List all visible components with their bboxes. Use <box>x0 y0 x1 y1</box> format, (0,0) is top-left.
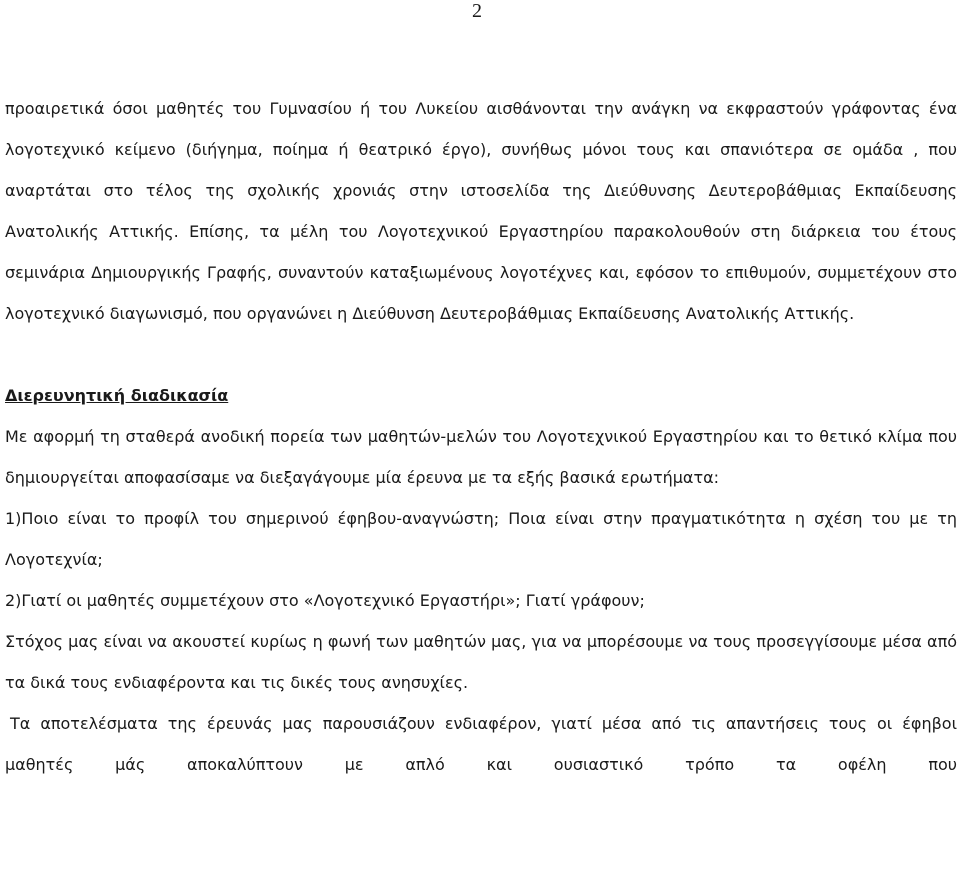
document-body <box>5 88 957 785</box>
question-2: 2)Γιατί οι μαθητές συμμετέχουν στο «Λογοτεχνικό Εργαστήρι»; Γιατί γράφουν; <box>5 591 645 610</box>
question-1: 1)Ποιο είναι το προφίλ του σημερινού έφηβου-αναγνώστη; Ποια είναι στην πραγματικότητα η σχέση του με τη Λογοτεχνία; <box>5 509 957 569</box>
research-intro-paragraph: Με αφορμή τη σταθερά ανοδική πορεία των μαθητών-μελών του Λογοτεχνικού Εργαστηρίου και το θετικό κλίμα που δημιουργείται αποφασίσαμε να διεξαγάγουμε μία έρευνα με τα εξής βασικά ερωτήματα: <box>5 427 957 487</box>
page-number: 2 <box>472 0 482 22</box>
research-section <box>5 375 957 785</box>
intro-paragraph: προαιρετικά όσοι μαθητές του Γυμνασίου ή του Λυκείου αισθάνονται την ανάγκη να εκφραστούν γράφοντας ένα λογοτεχνικό κείμενο (διήγημα, ποίημα ή θεατρικό έργο), συνήθως μόνοι τους και σπανιότερα σε ομάδα , που αναρτάται στο τέλος της σχολικής χρονιάς στην ιστοσελίδα της Διεύθυνσης Δευτεροβάθμιας Εκπαίδευσης Ανατολικής Αττικής. Επίσης, τα μέλη του Λογοτεχνικού Εργαστηρίου παρακολουθούν στη διάρκεια του έτους σεμινάρια Δημιουργικής Γραφής, συναντούν καταξιωμένους λογοτέχνες και, εφόσον το επιθυμούν, συμμετέχουν στο λογοτεχνικό διαγωνισμό, που οργανώνει η Διεύθυνση Δευτεροβάθμιας Εκπαίδευσης Ανατολικής Αττικής. <box>5 99 957 323</box>
goal-paragraph: Στόχος μας είναι να ακουστεί κυρίως η φωνή των μαθητών μας, για να μπορέσουμε να τους προσεγγίσουμε μέσα από τα δικά τους ενδιαφέροντα και τις δικές τους ανησυχίες. <box>5 632 957 692</box>
results-paragraph: Τα αποτελέσματα της έρευνάς μας παρουσιάζουν ενδιαφέρον, γιατί μέσα από τις απαντήσεις τους οι έφηβοι μαθητές μάς αποκαλύπτουν με απλό και ουσιαστικό τρόπο τα οφέλη που <box>5 714 957 774</box>
section-heading: Διερευνητική διαδικασία <box>5 386 229 405</box>
